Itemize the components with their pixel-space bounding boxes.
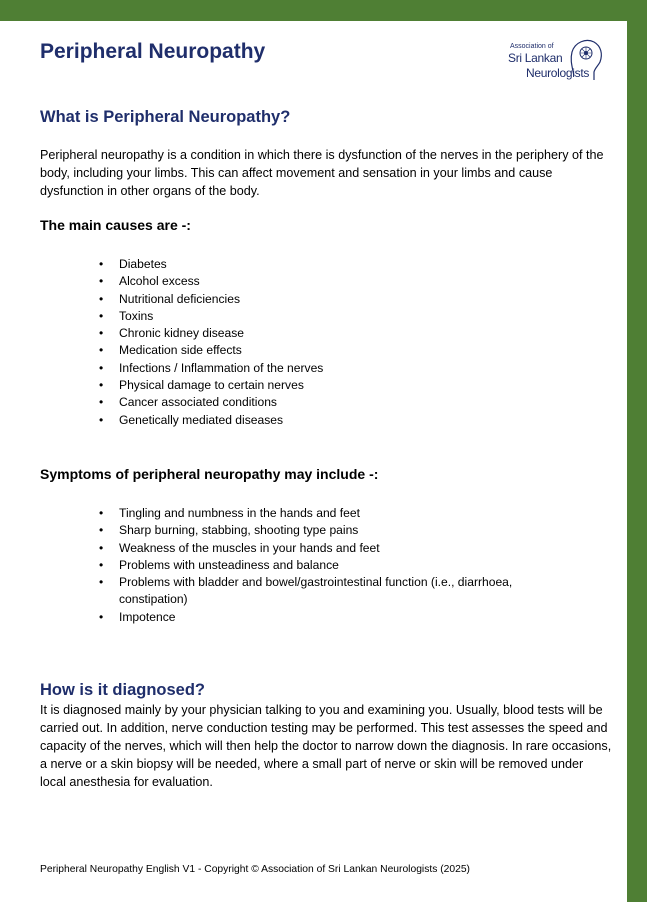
- page-title: Peripheral Neuropathy: [40, 40, 266, 63]
- symptoms-list: [99, 505, 579, 626]
- list-item: • Diabetes: [99, 256, 579, 273]
- diagnosis-heading: How is it diagnosed?: [40, 681, 206, 699]
- list-item: • Medication side effects: [99, 342, 579, 359]
- page-footer: Peripheral Neuropathy English V1 - Copyright © Association of Sri Lankan Neurologists (2025): [40, 864, 470, 875]
- list-item: • Infections / Inflammation of the nerves: [99, 360, 579, 377]
- list-item: • Problems with bladder and bowel/gastrointestinal function (i.e., diarrhoea, constipation): [99, 574, 579, 609]
- list-item: • Problems with unsteadiness and balance: [99, 557, 579, 574]
- list-item: • Weakness of the muscles in your hands and feet: [99, 540, 579, 557]
- list-item: • Sharp burning, stabbing, shooting type pains: [99, 522, 579, 539]
- list-item: • Genetically mediated diseases: [99, 412, 579, 429]
- symptoms-heading: Symptoms of peripheral neuropathy may include -:: [40, 466, 379, 482]
- list-item: • Physical damage to certain nerves: [99, 377, 579, 394]
- intro-paragraph: Peripheral neuropathy is a condition in which there is dysfunction of the nerves in the periphery of the body, including your limbs. This can affect movement and sensation in your limbs and cause dysfunction in other organs of the body.: [40, 148, 604, 198]
- list-item: • Impotence: [99, 609, 579, 626]
- logo-small-text: Association of: [510, 43, 554, 50]
- list-item: • Nutritional deficiencies: [99, 291, 579, 308]
- list-item: • Toxins: [99, 308, 579, 325]
- section-heading-what-is: What is Peripheral Neuropathy?: [40, 108, 291, 126]
- list-item: • Cancer associated conditions: [99, 394, 579, 411]
- logo-line1: Sri Lankan: [508, 51, 563, 65]
- causes-heading: The main causes are -:: [40, 217, 191, 233]
- brain-head-icon: [568, 36, 604, 82]
- association-logo: [506, 36, 606, 86]
- top-border-bar: [0, 0, 647, 21]
- list-item: • Chronic kidney disease: [99, 325, 579, 342]
- logo-line2: Neurologists: [526, 66, 590, 80]
- causes-list: [99, 256, 579, 429]
- right-border-bar: [627, 0, 647, 902]
- diagnosis-paragraph: It is diagnosed mainly by your physician talking to you and examining you. Usually, blood tests will be carried out. In addition, nerve conduction testing may be performed. This test assesses the speed and capacity of the nerves, which will then help the doctor to narrow down the diagnosis. In rare occasions, a nerve or a skin biopsy will be needed, where a small part of nerve or skin will be removed under local anesthesia for evaluation.: [40, 703, 612, 789]
- list-item: • Tingling and numbness in the hands and feet: [99, 505, 579, 522]
- list-item: • Alcohol excess: [99, 273, 579, 290]
